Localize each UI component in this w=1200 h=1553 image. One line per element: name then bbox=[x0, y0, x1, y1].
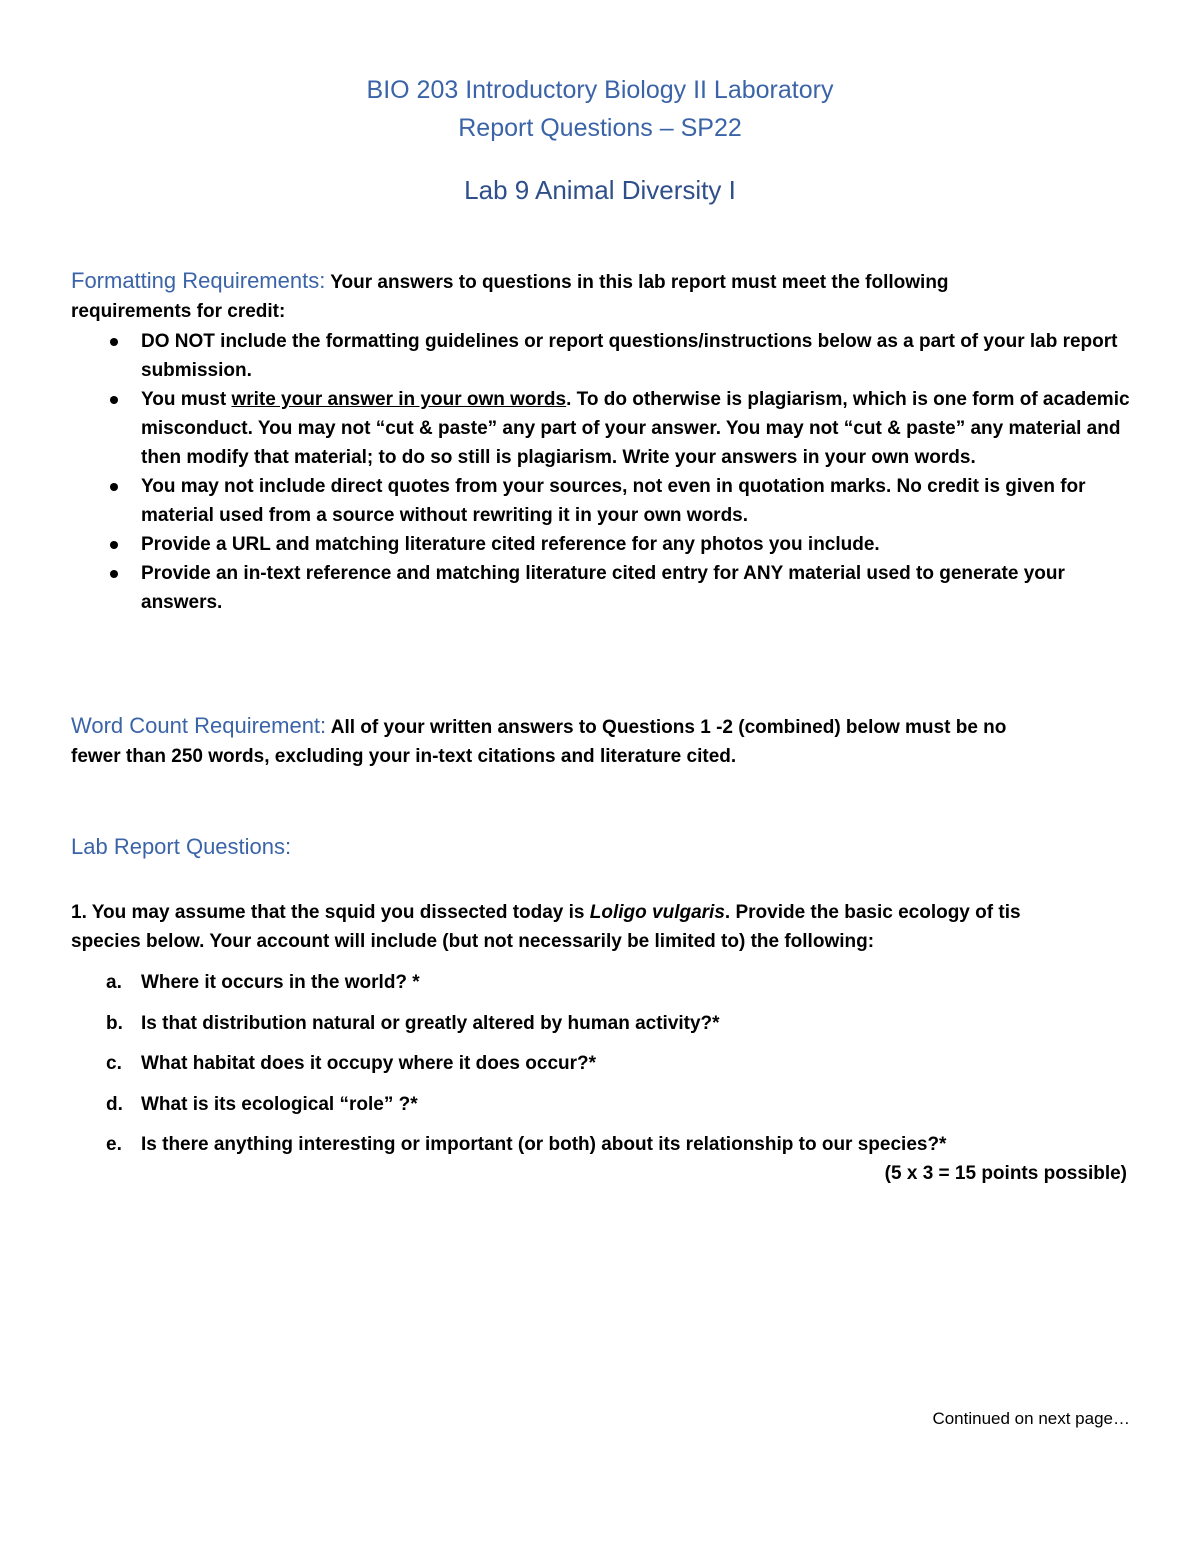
word-count-line1: All of your written answers to Questions 1 -2 (combined) below must be no bbox=[326, 717, 1007, 738]
item-letter: e. bbox=[106, 1134, 122, 1155]
formatting-intro-line2: requirements for credit: bbox=[71, 301, 286, 322]
word-count-line2: fewer than 250 words, excluding your in-text citations and literature cited. bbox=[71, 746, 737, 767]
list-item bbox=[106, 968, 1146, 1009]
item-letter: d. bbox=[106, 1093, 123, 1115]
lab-title: Lab 9 Animal Diversity I bbox=[464, 175, 736, 205]
species-name: Loligo vulgaris bbox=[589, 902, 725, 923]
item-letter: c. bbox=[106, 1053, 122, 1074]
list-item bbox=[106, 1009, 1146, 1050]
bullet-icon bbox=[110, 483, 118, 491]
continued-note: Continued on next page… bbox=[932, 1409, 1130, 1428]
formatting-intro-line1: Your answers to questions in this lab report must meet the following bbox=[325, 272, 949, 293]
item-letter: b. bbox=[106, 1012, 123, 1034]
formatting-heading: Formatting Requirements: bbox=[71, 268, 326, 293]
course-title: BIO 203 Introductory Biology II Laboratory bbox=[366, 76, 834, 104]
underlined-text: write your answer in your own words bbox=[231, 389, 567, 410]
word-count-heading: Word Count Requirement: bbox=[71, 713, 327, 738]
question-1-items bbox=[106, 968, 1146, 1171]
list-item bbox=[106, 530, 1136, 559]
list-item bbox=[106, 385, 1136, 472]
question-1-text: 1. You may assume that the squid you dissected today is bbox=[71, 902, 590, 923]
bullet-text: Provide an in-text reference and matching literature cited entry for ANY material used to generate your answers. bbox=[141, 563, 1065, 613]
formatting-intro bbox=[71, 266, 949, 297]
item-text: What is its ecological “role” ?* bbox=[141, 1093, 418, 1115]
list-item bbox=[106, 472, 1136, 530]
list-item bbox=[106, 1090, 1146, 1131]
question-1-text: . Provide the basic ecology of tis bbox=[724, 902, 1021, 923]
item-letter: a. bbox=[106, 972, 122, 993]
item-text: Is that distribution natural or greatly altered by human activity?* bbox=[141, 1012, 720, 1034]
word-count-intro bbox=[71, 711, 1006, 742]
report-subtitle: Report Questions – SP22 bbox=[458, 114, 742, 142]
list-item bbox=[106, 327, 1136, 385]
questions-heading: Lab Report Questions: bbox=[71, 834, 292, 859]
bullet-text: . To do otherwise is plagiarism, which is one form of academic misconduct. You may not “cut & paste” any part of your answer. You may not “cut & paste” any material and then modify that material; to do so still is plagiarism. Write your answers in your own words. bbox=[141, 389, 1130, 468]
bullet-text: Provide a URL and matching literature cited reference for any photos you include. bbox=[141, 534, 880, 555]
question-1-line2: species below. Your account will include (but not necessarily be limited to) the following: bbox=[71, 931, 875, 952]
formatting-bullet-list bbox=[106, 327, 1136, 617]
list-item bbox=[106, 559, 1136, 617]
bullet-text: DO NOT include the formatting guidelines or report questions/instructions below as a part of your lab report submission. bbox=[141, 331, 1118, 381]
points-possible: (5 x 3 = 15 points possible) bbox=[884, 1163, 1127, 1184]
bullet-text: You may not include direct quotes from your sources, not even in quotation marks. No credit is given for material used from a source without rewriting it in your own words. bbox=[141, 476, 1086, 526]
bullet-icon bbox=[110, 541, 118, 549]
question-1-line1 bbox=[71, 898, 1021, 927]
bullet-icon bbox=[110, 396, 118, 404]
list-item bbox=[106, 1049, 1146, 1090]
bullet-icon bbox=[110, 338, 118, 346]
item-text: Is there anything interesting or important (or both) about its relationship to our species?* bbox=[141, 1134, 947, 1155]
bullet-icon bbox=[110, 570, 118, 578]
item-text: Where it occurs in the world? * bbox=[141, 972, 420, 993]
bullet-text: You must bbox=[141, 389, 232, 410]
item-text: What habitat does it occupy where it does occur?* bbox=[141, 1053, 597, 1074]
